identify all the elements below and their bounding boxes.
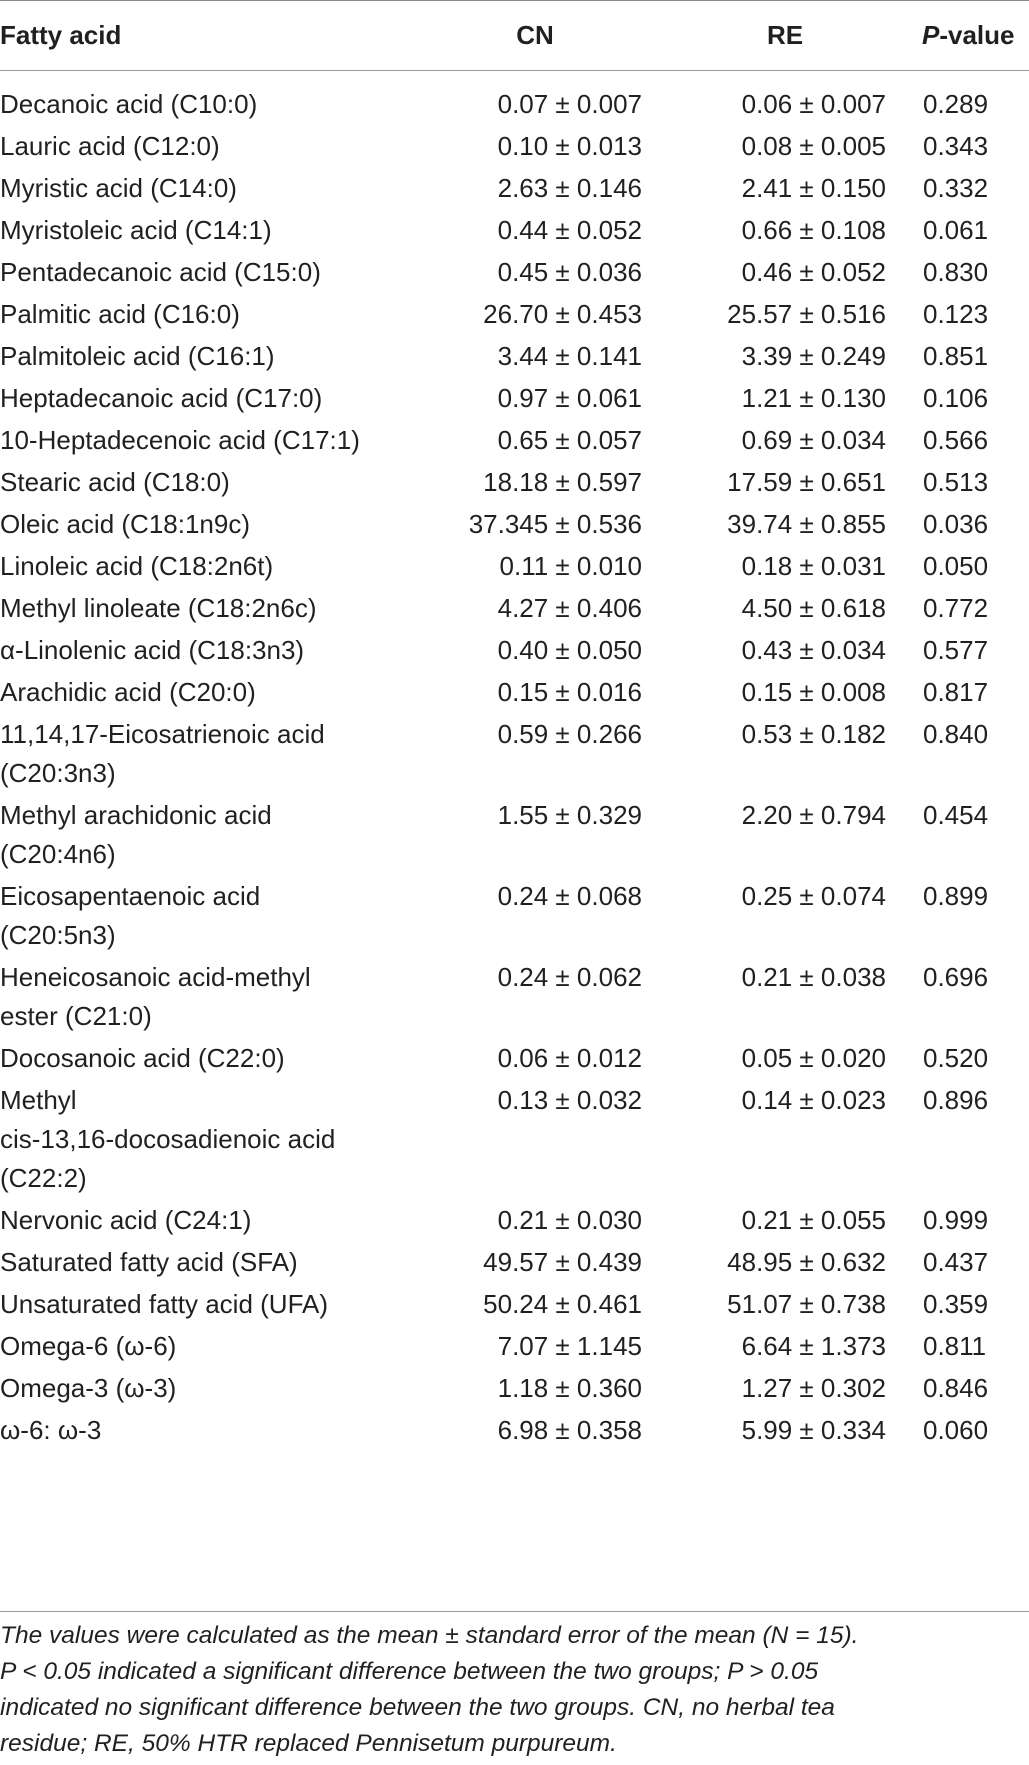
cn-value: 3.44 ± 0.141 bbox=[497, 341, 642, 371]
re-value: 39.74 ± 0.855 bbox=[727, 509, 886, 539]
bottom-rule bbox=[0, 1611, 1029, 1612]
p-value: 0.846 bbox=[923, 1373, 989, 1403]
fatty-acid-name: Omega-6 (ω-6) bbox=[0, 1331, 177, 1361]
table-row bbox=[0, 1201, 1029, 1243]
re-value: 0.43 ± 0.034 bbox=[741, 635, 886, 665]
p-value: 0.359 bbox=[923, 1289, 989, 1319]
p-value: 0.899 bbox=[923, 881, 989, 911]
cn-value: 50.24 ± 0.461 bbox=[483, 1289, 642, 1319]
re-value: 0.53 ± 0.182 bbox=[741, 719, 886, 749]
p-value: 0.577 bbox=[923, 635, 989, 665]
table-row bbox=[0, 877, 1029, 958]
table-row bbox=[0, 211, 1029, 253]
fatty-acid-name: Docosanoic acid (C22:0) bbox=[0, 1043, 285, 1073]
fatty-acid-name-line: Methyl arachidonic acid bbox=[0, 800, 272, 830]
p-value: 0.772 bbox=[923, 593, 989, 623]
fatty-acid-name bbox=[0, 796, 405, 874]
fatty-acid-name: Decanoic acid (C10:0) bbox=[0, 89, 258, 119]
table-footnote bbox=[0, 1618, 1029, 1762]
p-value: 0.896 bbox=[923, 1085, 989, 1115]
cn-value: 0.11 ± 0.010 bbox=[499, 551, 642, 581]
p-value: 0.036 bbox=[923, 509, 989, 539]
fatty-acid-name: ω-6: ω-3 bbox=[0, 1415, 102, 1445]
p-value: 0.520 bbox=[923, 1043, 989, 1073]
fatty-acid-name: Lauric acid (C12:0) bbox=[0, 131, 220, 161]
fatty-acid-name-line: (C22:2) bbox=[0, 1163, 87, 1193]
re-value: 1.27 ± 0.302 bbox=[741, 1373, 886, 1403]
table-row bbox=[0, 421, 1029, 463]
table-row bbox=[0, 1411, 1029, 1453]
table-row bbox=[0, 505, 1029, 547]
table-row bbox=[0, 169, 1029, 211]
re-value: 17.59 ± 0.651 bbox=[727, 467, 886, 497]
p-value: 0.811 bbox=[923, 1331, 987, 1361]
fatty-acid-name: Myristoleic acid (C14:1) bbox=[0, 215, 272, 245]
fatty-acid-name bbox=[0, 958, 405, 1036]
cn-value: 0.06 ± 0.012 bbox=[497, 1043, 642, 1073]
p-value: 0.437 bbox=[923, 1247, 989, 1277]
cn-value: 0.24 ± 0.068 bbox=[497, 881, 642, 911]
fatty-acid-name: α-Linolenic acid (C18:3n3) bbox=[0, 635, 305, 665]
header-fatty-acid: Fatty acid bbox=[0, 20, 122, 50]
fatty-acid-name-line: cis-13,16-docosadienoic acid bbox=[0, 1124, 336, 1154]
table-row bbox=[0, 379, 1029, 421]
table-row bbox=[0, 253, 1029, 295]
table-row bbox=[0, 715, 1029, 796]
table-row bbox=[0, 958, 1029, 1039]
top-rule bbox=[0, 0, 1029, 1]
p-value: 0.123 bbox=[923, 299, 989, 329]
fatty-acid-name: Pentadecanoic acid (C15:0) bbox=[0, 257, 321, 287]
cn-value: 0.65 ± 0.057 bbox=[497, 425, 642, 455]
table-row bbox=[0, 85, 1029, 127]
table-row bbox=[0, 1039, 1029, 1081]
re-value: 51.07 ± 0.738 bbox=[727, 1289, 886, 1319]
cn-value: 6.98 ± 0.358 bbox=[497, 1415, 642, 1445]
fatty-acid-name-line: 11,14,17-Eicosatrienoic acid bbox=[0, 719, 325, 749]
re-value: 0.06 ± 0.007 bbox=[741, 89, 886, 119]
p-value: 0.343 bbox=[923, 131, 989, 161]
cn-value: 0.13 ± 0.032 bbox=[497, 1085, 642, 1115]
p-value: 0.566 bbox=[923, 425, 989, 455]
re-value: 0.21 ± 0.038 bbox=[741, 962, 886, 992]
table-row bbox=[0, 547, 1029, 589]
cn-value: 0.10 ± 0.013 bbox=[497, 131, 642, 161]
header-re: RE bbox=[766, 20, 804, 50]
re-value: 1.21 ± 0.130 bbox=[741, 383, 886, 413]
re-value: 6.64 ± 1.373 bbox=[741, 1331, 886, 1361]
fatty-acid-name-line: (C20:5n3) bbox=[0, 920, 116, 950]
fatty-acid-name: 10-Heptadecenoic acid (C17:1) bbox=[0, 425, 360, 455]
re-value: 4.50 ± 0.618 bbox=[741, 593, 886, 623]
footnote-line: indicated no significant difference between the two groups. CN, no herbal tea bbox=[0, 1694, 835, 1721]
re-value: 0.66 ± 0.108 bbox=[741, 215, 886, 245]
re-value: 0.69 ± 0.034 bbox=[741, 425, 886, 455]
header-p-value bbox=[922, 15, 1015, 55]
cn-value: 0.97 ± 0.061 bbox=[497, 383, 642, 413]
re-value: 5.99 ± 0.334 bbox=[741, 1415, 886, 1445]
fatty-acid-name: Methyl linoleate (C18:2n6c) bbox=[0, 593, 317, 623]
cn-value: 1.18 ± 0.360 bbox=[497, 1373, 642, 1403]
table-row bbox=[0, 1285, 1029, 1327]
table-row bbox=[0, 295, 1029, 337]
fatty-acid-name: Omega-3 (ω-3) bbox=[0, 1373, 177, 1403]
table-row bbox=[0, 589, 1029, 631]
p-value: 0.454 bbox=[923, 800, 989, 830]
table-row bbox=[0, 1327, 1029, 1369]
p-value: 0.513 bbox=[923, 467, 989, 497]
p-value: 0.060 bbox=[923, 1415, 989, 1445]
re-value: 2.20 ± 0.794 bbox=[741, 800, 886, 830]
p-value: 0.289 bbox=[923, 89, 989, 119]
re-value: 0.15 ± 0.008 bbox=[741, 677, 886, 707]
table-row bbox=[0, 1081, 1029, 1201]
header-p-letter: P bbox=[922, 20, 940, 50]
re-value: 2.41 ± 0.150 bbox=[741, 173, 886, 203]
header-cn: CN bbox=[516, 20, 554, 50]
fatty-acid-name-line: Heneicosanoic acid-methyl bbox=[0, 962, 311, 992]
header-p-suffix: -value bbox=[939, 20, 1015, 50]
cn-value: 1.55 ± 0.329 bbox=[497, 800, 642, 830]
p-value: 0.851 bbox=[923, 341, 989, 371]
fatty-acid-name: Palmitic acid (C16:0) bbox=[0, 299, 240, 329]
p-value: 0.106 bbox=[923, 383, 989, 413]
footnote-line: The values were calculated as the mean ± standard error of the mean (N = 15). bbox=[0, 1622, 859, 1649]
fatty-acid-name: Myristic acid (C14:0) bbox=[0, 173, 237, 203]
cn-value: 0.44 ± 0.052 bbox=[497, 215, 642, 245]
fatty-acid-name-line: (C20:4n6) bbox=[0, 839, 116, 869]
re-value: 0.14 ± 0.023 bbox=[741, 1085, 886, 1115]
fatty-acid-name: Arachidic acid (C20:0) bbox=[0, 677, 256, 707]
fatty-acid-name-line: Eicosapentaenoic acid bbox=[0, 881, 261, 911]
table-row bbox=[0, 337, 1029, 379]
re-value: 0.46 ± 0.052 bbox=[741, 257, 886, 287]
cn-value: 49.57 ± 0.439 bbox=[483, 1247, 642, 1277]
table-row bbox=[0, 1369, 1029, 1411]
fatty-acid-name-line: Methyl bbox=[0, 1085, 77, 1115]
re-value: 0.08 ± 0.005 bbox=[741, 131, 886, 161]
re-value: 48.95 ± 0.632 bbox=[727, 1247, 886, 1277]
table-row bbox=[0, 127, 1029, 169]
cn-value: 0.21 ± 0.030 bbox=[497, 1205, 642, 1235]
p-value: 0.061 bbox=[923, 215, 989, 245]
fatty-acid-name: Saturated fatty acid (SFA) bbox=[0, 1247, 298, 1277]
table-row bbox=[0, 1243, 1029, 1285]
cn-value: 0.40 ± 0.050 bbox=[497, 635, 642, 665]
cn-value: 7.07 ± 1.145 bbox=[497, 1331, 642, 1361]
p-value: 0.817 bbox=[923, 677, 989, 707]
cn-value: 0.24 ± 0.062 bbox=[497, 962, 642, 992]
fatty-acid-name: Linoleic acid (C18:2n6t) bbox=[0, 551, 274, 581]
re-value: 0.21 ± 0.055 bbox=[741, 1205, 886, 1235]
footnote-line: residue; RE, 50% HTR replaced Pennisetum purpureum. bbox=[0, 1730, 617, 1757]
cn-value: 0.59 ± 0.266 bbox=[497, 719, 642, 749]
table-row bbox=[0, 631, 1029, 673]
cn-value: 0.15 ± 0.016 bbox=[497, 677, 642, 707]
re-value: 3.39 ± 0.249 bbox=[741, 341, 886, 371]
cn-value: 0.07 ± 0.007 bbox=[497, 89, 642, 119]
table-row bbox=[0, 463, 1029, 505]
fatty-acid-name: Oleic acid (C18:1n9c) bbox=[0, 509, 250, 539]
cn-value: 37.345 ± 0.536 bbox=[468, 509, 642, 539]
re-value: 25.57 ± 0.516 bbox=[727, 299, 886, 329]
table-row bbox=[0, 673, 1029, 715]
cn-value: 2.63 ± 0.146 bbox=[497, 173, 642, 203]
cn-value: 4.27 ± 0.406 bbox=[497, 593, 642, 623]
fatty-acid-name: Stearic acid (C18:0) bbox=[0, 467, 230, 497]
fatty-acid-name bbox=[0, 715, 405, 793]
table-row bbox=[0, 796, 1029, 877]
re-value: 0.18 ± 0.031 bbox=[741, 551, 886, 581]
fatty-acid-name-line: ester (C21:0) bbox=[0, 1001, 152, 1031]
p-value: 0.696 bbox=[923, 962, 989, 992]
fatty-acid-name: Unsaturated fatty acid (UFA) bbox=[0, 1289, 329, 1319]
fatty-acid-name: Heptadecanoic acid (C17:0) bbox=[0, 383, 323, 413]
fatty-acid-name-line: (C20:3n3) bbox=[0, 758, 116, 788]
p-value: 0.332 bbox=[923, 173, 989, 203]
fatty-acid-name: Nervonic acid (C24:1) bbox=[0, 1205, 252, 1235]
header-rule bbox=[0, 70, 1029, 71]
fatty-acid-name: Palmitoleic acid (C16:1) bbox=[0, 341, 275, 371]
re-value: 0.05 ± 0.020 bbox=[741, 1043, 886, 1073]
fatty-acid-name bbox=[0, 877, 405, 955]
cn-value: 18.18 ± 0.597 bbox=[483, 467, 642, 497]
p-value: 0.830 bbox=[923, 257, 989, 287]
cn-value: 26.70 ± 0.453 bbox=[483, 299, 642, 329]
p-value: 0.050 bbox=[923, 551, 989, 581]
fatty-acid-name bbox=[0, 1081, 405, 1198]
cn-value: 0.45 ± 0.036 bbox=[497, 257, 642, 287]
p-value: 0.999 bbox=[923, 1205, 989, 1235]
table-body bbox=[0, 85, 1029, 1453]
p-value: 0.840 bbox=[923, 719, 989, 749]
footnote-line: P < 0.05 indicated a significant difference between the two groups; P > 0.05 bbox=[0, 1658, 819, 1685]
re-value: 0.25 ± 0.074 bbox=[741, 881, 886, 911]
